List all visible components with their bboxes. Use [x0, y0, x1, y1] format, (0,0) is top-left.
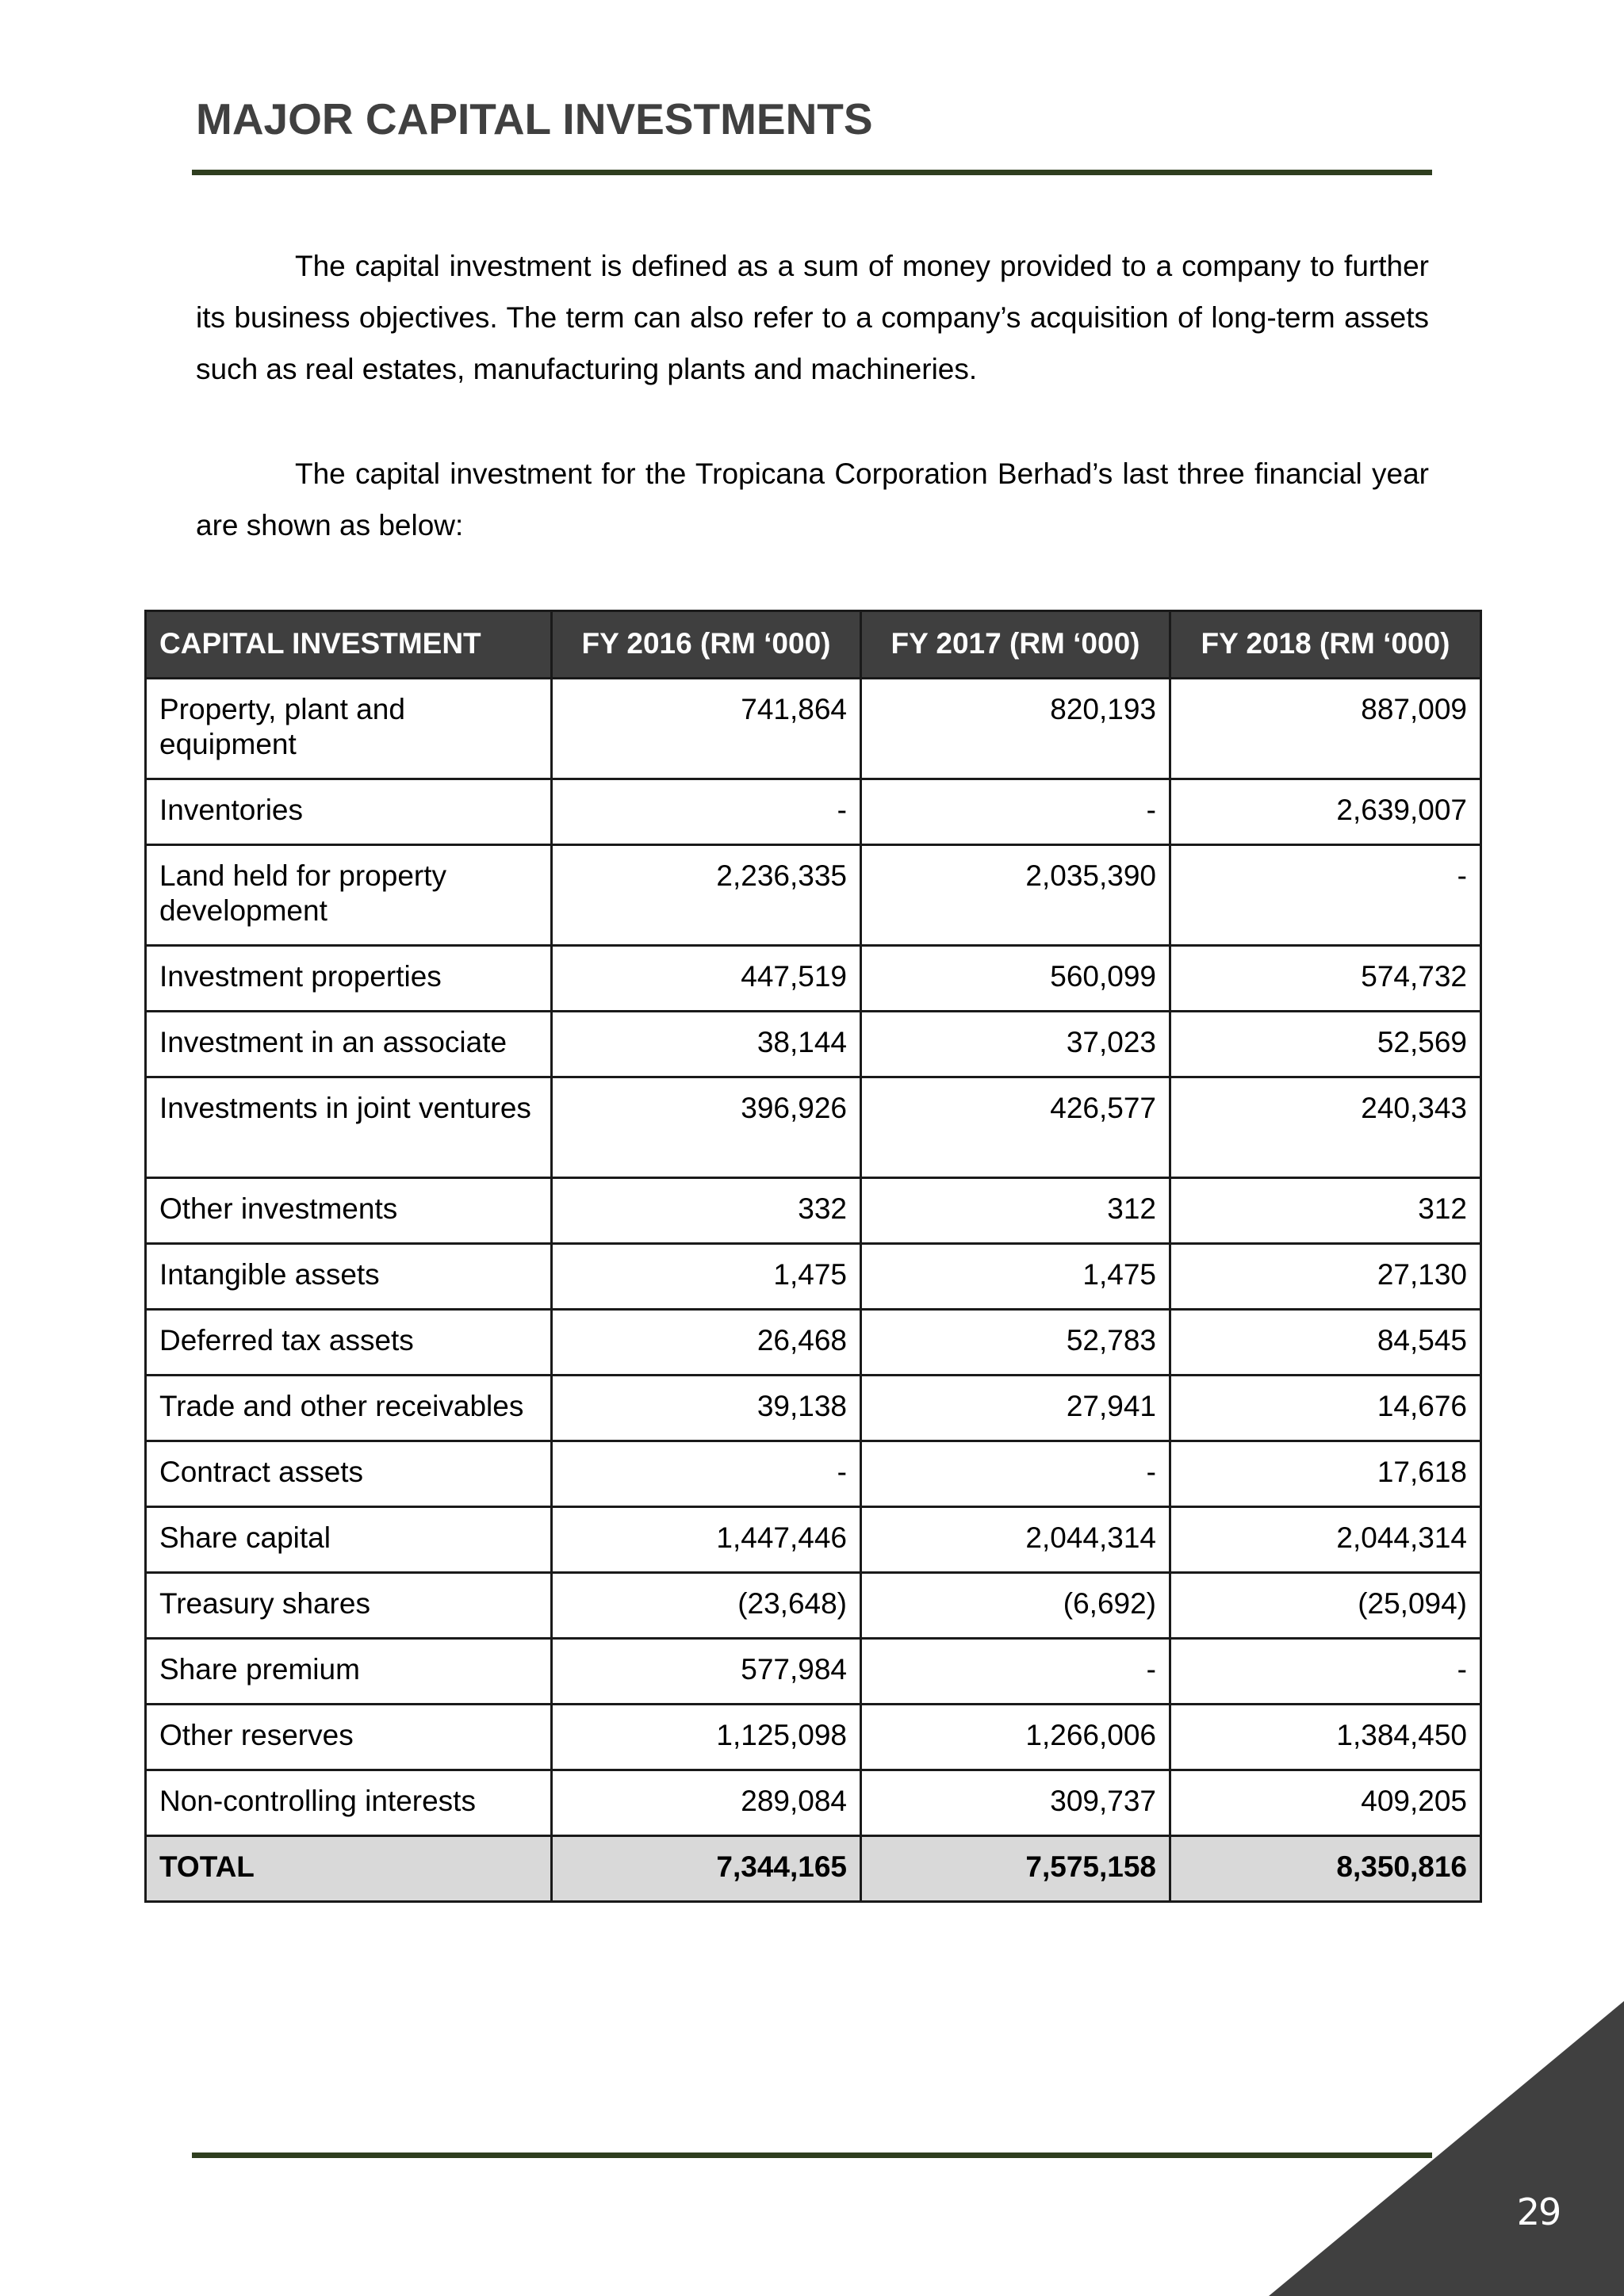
row-label: Share capital [146, 1507, 552, 1573]
fy2018-value: 52,569 [1170, 1012, 1481, 1077]
fy2016-value: 38,144 [552, 1012, 861, 1077]
row-label: Treasury shares [146, 1573, 552, 1639]
row-label: Contract assets [146, 1441, 552, 1507]
fy2018-value: 1,384,450 [1170, 1705, 1481, 1770]
row-label: Deferred tax assets [146, 1310, 552, 1376]
fy2016-value: - [552, 779, 861, 845]
fy2018-value: 240,343 [1170, 1077, 1481, 1178]
fy2016-value: 332 [552, 1178, 861, 1244]
row-label: Non-controlling interests [146, 1770, 552, 1836]
total-fy2017: 7,575,158 [861, 1836, 1170, 1902]
fy2017-value: 1,475 [861, 1244, 1170, 1310]
fy2017-value: 560,099 [861, 946, 1170, 1012]
row-label: Trade and other receivables [146, 1376, 552, 1441]
row-label: Property, plant and equipment [146, 679, 552, 779]
footer-divider [192, 2152, 1432, 2158]
total-label: TOTAL [146, 1836, 552, 1902]
row-label: Investment properties [146, 946, 552, 1012]
row-label: Intangible assets [146, 1244, 552, 1310]
fy2017-value: - [861, 1441, 1170, 1507]
fy2018-value: 84,545 [1170, 1310, 1481, 1376]
fy2018-value: 574,732 [1170, 946, 1481, 1012]
fy2018-value: 14,676 [1170, 1376, 1481, 1441]
fy2016-value: 39,138 [552, 1376, 861, 1441]
page-number: 29 [1516, 2191, 1561, 2233]
fy2018-value: 2,044,314 [1170, 1507, 1481, 1573]
fy2018-value: 27,130 [1170, 1244, 1481, 1310]
fy2018-value: - [1170, 1639, 1481, 1705]
fy2018-value: - [1170, 845, 1481, 946]
fy2017-value: 1,266,006 [861, 1705, 1170, 1770]
fy2016-value: - [552, 1441, 861, 1507]
row-label: Share premium [146, 1639, 552, 1705]
intro-paragraph: The capital investment is defined as a sum of money provided to a company to further its business objectives. The term can also refer to a company’s acquisition of long-term assets such as real estates, manufacturing plants and machineries. [196, 250, 1429, 385]
fy2016-value: 26,468 [552, 1310, 861, 1376]
fy2017-value: 312 [861, 1178, 1170, 1244]
fy2016-value: 577,984 [552, 1639, 861, 1705]
fy2018-value: 887,009 [1170, 679, 1481, 779]
row-label: Inventories [146, 779, 552, 845]
header-fy2018: FY 2018 (RM ‘000) [1170, 611, 1481, 679]
fy2017-value: - [861, 1639, 1170, 1705]
fy2018-value: 17,618 [1170, 1441, 1481, 1507]
table-intro-paragraph: The capital investment for the Tropicana Corporation Berhad’s last three financial year are shown as below: [196, 457, 1429, 541]
fy2016-value: 1,447,446 [552, 1507, 861, 1573]
row-label: Land held for property development [146, 845, 552, 946]
fy2017-value: (6,692) [861, 1573, 1170, 1639]
fy2016-value: 1,125,098 [552, 1705, 861, 1770]
fy2017-value: 52,783 [861, 1310, 1170, 1376]
fy2016-value: 2,236,335 [552, 845, 861, 946]
fy2016-value: 1,475 [552, 1244, 861, 1310]
fy2017-value: - [861, 779, 1170, 845]
fy2016-value: (23,648) [552, 1573, 861, 1639]
row-label: Investment in an associate [146, 1012, 552, 1077]
header-fy2017: FY 2017 (RM ‘000) [861, 611, 1170, 679]
fy2018-value: 2,639,007 [1170, 779, 1481, 845]
row-label: Other investments [146, 1178, 552, 1244]
fy2017-value: 37,023 [861, 1012, 1170, 1077]
total-fy2016: 7,344,165 [552, 1836, 861, 1902]
fy2018-value: (25,094) [1170, 1573, 1481, 1639]
total-fy2018: 8,350,816 [1170, 1836, 1481, 1902]
fy2018-value: 409,205 [1170, 1770, 1481, 1836]
page-title: MAJOR CAPITAL INVESTMENTS [196, 94, 873, 144]
fy2017-value: 309,737 [861, 1770, 1170, 1836]
fy2017-value: 2,044,314 [861, 1507, 1170, 1573]
fy2016-value: 396,926 [552, 1077, 861, 1178]
corner-triangle-shape [1269, 2001, 1624, 2296]
fy2017-value: 27,941 [861, 1376, 1170, 1441]
header-fy2016: FY 2016 (RM ‘000) [552, 611, 861, 679]
fy2018-value: 312 [1170, 1178, 1481, 1244]
fy2016-value: 447,519 [552, 946, 861, 1012]
header-capital-investment: CAPITAL INVESTMENT [146, 611, 552, 679]
fy2016-value: 741,864 [552, 679, 861, 779]
row-label: Other reserves [146, 1705, 552, 1770]
fy2016-value: 289,084 [552, 1770, 861, 1836]
row-label: Investments in joint ventures [146, 1077, 552, 1178]
fy2017-value: 426,577 [861, 1077, 1170, 1178]
fy2017-value: 2,035,390 [861, 845, 1170, 946]
fy2017-value: 820,193 [861, 679, 1170, 779]
